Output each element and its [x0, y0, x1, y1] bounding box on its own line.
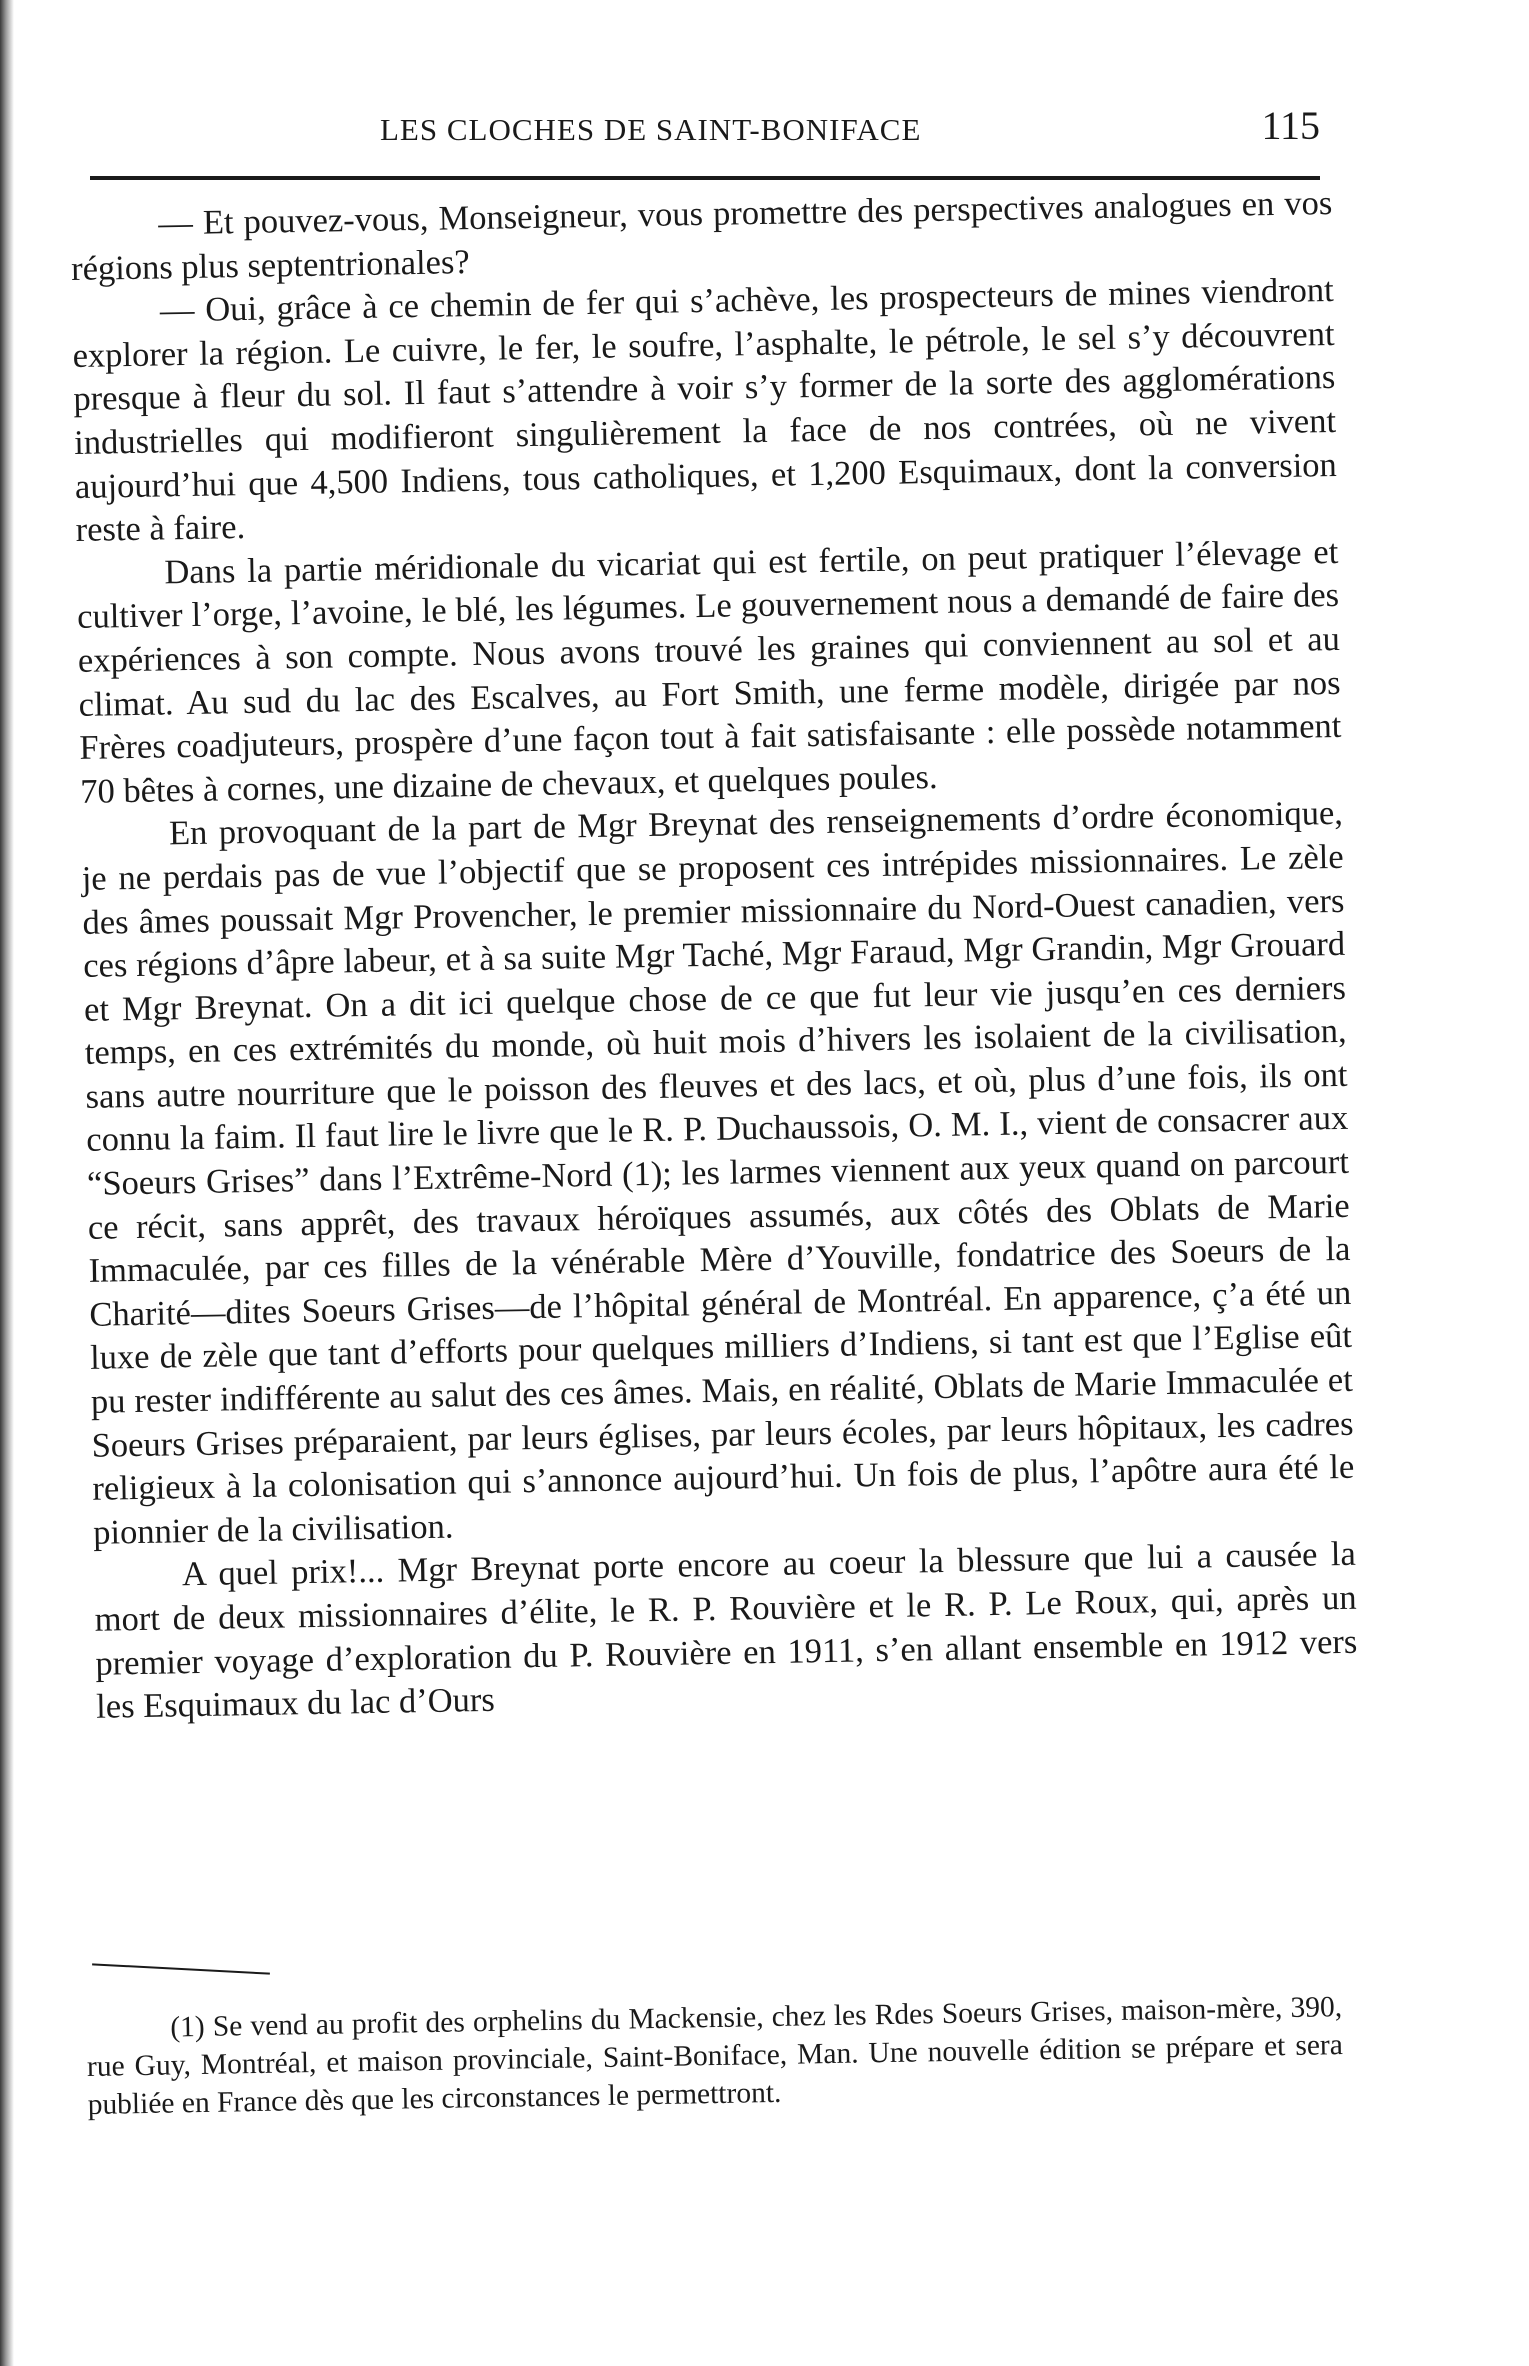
header-rule — [90, 176, 1320, 180]
paragraph: Dans la partie méridionale du vicariat qui est fertile, on peut pratiquer l’élevage et cultiver l’orge, l’avoine, le blé, les légumes. Le gouvernement nous a demandé de faire des expériences à son compte. Nous avons trouvé les graines qui conviennent au sol et au climat. Au sud du lac des Escalves, au Fort Smith, une ferme modèle, dirigée par nos Frères coadjuteurs, prospère d’une façon tout à fait satisfaisante : elle possède notamment 70 bêtes à cornes, une dizaine de chevaux, et quelques poules. — [76, 532, 1342, 811]
page-header — [80, 100, 1320, 160]
paragraph: A quel prix!... Mgr Breynat porte encore au coeur la blessure que lui a causée la mort de deux missionnaires d’élite, le R. P. Rouvière et le R. P. Le Roux, qui, après un premier voyage d’exploration du P. Rouvière en 1911, s’en allant ensemble en 1912 vers les Esquimaux du lac d’Ours — [94, 1535, 1358, 1726]
page-gutter-shadow — [0, 0, 14, 2366]
running-title: LES CLOCHES DE SAINT-BONIFACE — [380, 112, 922, 147]
footnote-rule — [92, 1963, 270, 1974]
page-number: 115 — [1261, 103, 1320, 148]
paragraph: — Oui, grâce à ce chemin de fer qui s’achève, les prospecteurs de mines viendront explorer la région. Le cuivre, le fer, le soufre, l’asphalte, le pétrole, le sel s’y découvrent presque à fleur du sol. Il faut s’attendre à voir s’y former de la sorte des agglomérations industrielles qui modifieront singulièrement la face de nos contrées, où ne vivent aujourd’hui que 4,500 Indiens, tous catholiques, et 1,200 Esquimaux, dont la conversion reste à faire. — [72, 271, 1338, 550]
footnote-text: (1) Se vend au profit des orphelins du Mackensie, chez les Rdes Soeurs Grises, maison-mère, 390, rue Guy, Montréal, et maison provinciale, Saint-Boniface, Man. Une nouvelle édition se prépare et sera publiée en France dès que les circonstances le permettront. — [86, 1991, 1344, 2121]
main-text — [70, 182, 1358, 1730]
paragraph: — Et pouvez-vous, Monseigneur, vous promettre des perspectives analogues en vos régions plus septentrionales? — [70, 183, 1333, 288]
paragraph: En provoquant de la part de Mgr Breynat des renseignements d’ordre économique, je ne perdais pas de vue l’objectif que se proposent ces intrépides missionnaires. Le zèle des âmes poussait Mgr Provencher, le premier missionnaire du Nord-Ouest canadien, vers ces régions d’âpre labeur, et à sa suite Mgr Taché, Mgr Faraud, Mgr Grandin, Mgr Grouard et Mgr Breynat. On a dit ici quelque chose de ce que fut leur vie jusqu’en ces derniers temps, en ces extrémités du monde, où huit mois d’hivers les isolaient de la civilisation, sans autre nourriture que le poisson des fleuves et des lacs, et où, plus d’une fois, ils ont connu la faim. Il faut lire le livre que le R. P. Duchaussois, O. M. I., vient de consacrer aux “Soeurs Grises” dans l’Extrême-Nord (1); les larmes viennent aux yeux quand on parcourt ce récit, sans apprêt, des travaux héroïques assumés, aux côtés des Oblats de Marie Immaculée, par ces filles de la vénérable Mère d’Youville, fondatrice des Soeurs de la Charité—dites Soeurs Grises—de l’hôpital général de Montréal. En apparence, ç’a été un luxe de zèle que tant d’efforts pour quelques milliers d’Indiens, si tant est que l’Eglise eût pu rester indifférente au salut des ces âmes. Mais, en réalité, Oblats de Marie Immaculée et Soeurs Grises préparaient, par leurs églises, par leurs écoles, par leurs hôpitaux, les cadres religieux à la colonisation qui s’annonce aujourd’hui. Un fois de plus, l’apôtre aura été le pionnier de la civilisation. — [81, 794, 1355, 1552]
footnote — [86, 1988, 1344, 2124]
